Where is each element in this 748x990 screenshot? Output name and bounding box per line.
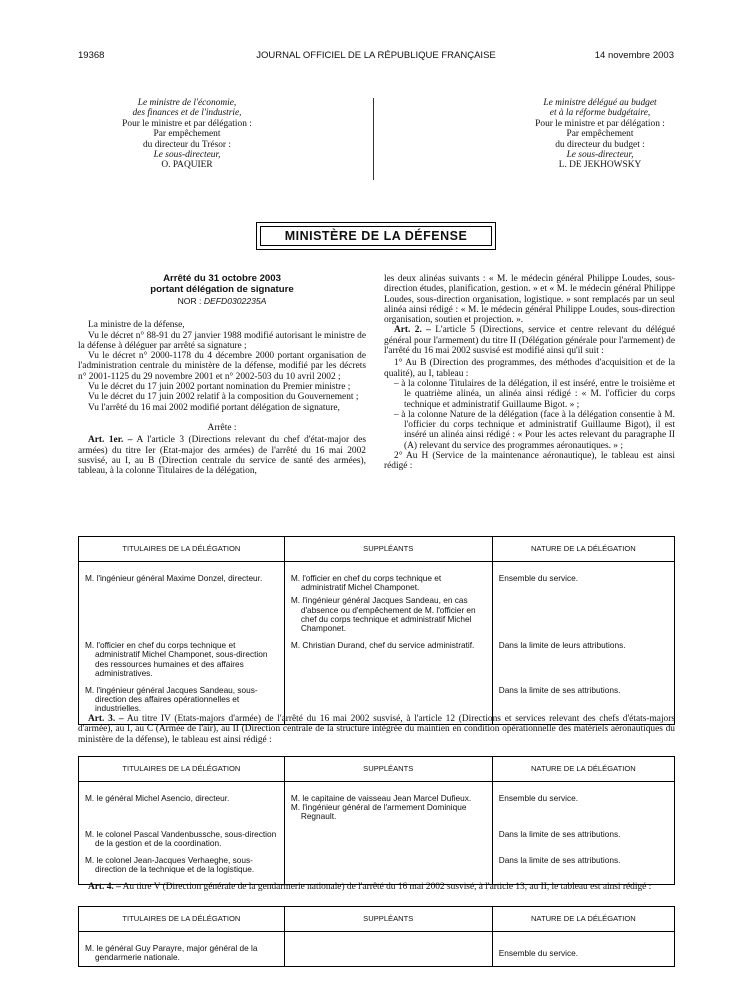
publication-date: 14 novembre 2003	[594, 50, 674, 61]
nature-cell: Dans la limite de ses attributions.	[498, 855, 621, 866]
holder-cell: M. le colonel Jean-Jacques Verhaeghe, sous-direction de la technique et de la logistique.	[85, 855, 255, 875]
signature-line: Pour le ministre et par délégation :	[122, 118, 252, 129]
nature-cell: Ensemble du service.	[498, 573, 579, 583]
delegation-table-1	[78, 536, 675, 725]
paragraph: La ministre de la défense,	[88, 320, 185, 331]
holder-cell: M. le général Guy Parayre, major général de la gendarmerie nationale.	[85, 943, 258, 963]
article-label: Art. 2. –	[394, 325, 431, 336]
signature-line: Le sous-directeur,	[566, 150, 634, 161]
delegation-table-2	[78, 756, 675, 885]
column-header: SUPPLÉANTS	[284, 537, 492, 562]
paragraph: 2° Au H (Service de la maintenance aéronautique), le tableau est ainsi rédigé :	[384, 451, 675, 472]
paragraph: Vu le décret n° 2000-1178 du 4 décembre 2000 portant organisation de l'administration centrale du ministère de la défense, modifié par les décrets n° 2001-1125 du 29 novembre 2001 et n° 2002-503 du 10 avril 2002 ;	[78, 351, 366, 382]
journal-title: JOURNAL OFFICIEL DE LA RÉPUBLIQUE FRANÇAISE	[256, 50, 496, 61]
signatory-name: O. PAQUIER	[161, 160, 213, 171]
page-header	[78, 50, 674, 64]
deputy-cell: M. Christian Durand, chef du service administratif.	[290, 640, 475, 651]
holder-cell: M. le colonel Pascal Vandenbussche, sous-direction de la gestion et de la coordination.	[85, 828, 277, 848]
article-label: Art. 1er. –	[88, 435, 133, 446]
deputy-cell: M. l'ingénieur général de l'armement Dominique Regnault.	[290, 802, 467, 822]
ministry-heading: MINISTÈRE DE LA DÉFENSE	[260, 226, 492, 246]
left-column	[78, 274, 366, 476]
article-3	[78, 714, 675, 745]
article-4	[78, 882, 675, 892]
paragraph: les deux alinéas suivants : « M. le médecin général Philippe Loudes, sous-direction études, planification, gestion. » et « M. le médecin général Philippe Loudes, sous-direction organisation, logistique. » sont remplacés par un seul alinéa ainsi rédigé : « M. le médecin général Philippe Loudes, sous-direction organisation, soutien et projection. ».	[384, 274, 675, 326]
column-header: TITULAIRES DE LA DÉLÉGATION	[79, 907, 285, 932]
decree-title	[78, 274, 366, 295]
signature-block-right	[480, 98, 720, 171]
table-row	[79, 932, 675, 967]
nor-label: NOR :	[177, 296, 202, 306]
nor-reference	[78, 296, 366, 306]
article-text: L'article 5 (Directions, service et centre relevant du délégué général pour l'armement) du titre II (Délégation générale pour l'armement) de l'arrêté du 16 mai 2002 susvisé est modifié ainsi qu'il suit :	[384, 325, 675, 357]
holder-cell: M. le général Michel Asencio, directeur.	[85, 793, 230, 803]
table-row	[79, 562, 675, 640]
paragraph: Vu l'arrêté du 16 mai 2002 modifié portant délégation de signature,	[88, 402, 340, 413]
nature-cell: Dans la limite de leurs attributions.	[498, 640, 626, 651]
signature-line: des finances et de l'industrie,	[132, 108, 242, 119]
signature-line: et à la réforme budgétaire,	[549, 108, 651, 119]
signature-line: Le ministre délégué au budget	[543, 98, 657, 108]
table-row	[79, 828, 675, 854]
signature-line: Le ministre de l'économie,	[137, 98, 237, 108]
list-item: – à la colonne Nature de la délégation (face à la délégation consentie à M. l'officier du corps technique et administratif Guillaume Bigot), il est inséré un alinéa ainsi rédigé : « Pour les actes relevant du paragraphe II (A) relevant du service des programmes aéronautiques. » ;	[394, 409, 675, 451]
page-number: 19368	[78, 50, 105, 61]
deputy-cell: M. l'ingénieur général Jacques Sandeau, en cas d'absence ou d'empêchement de M. l'officier en chef du corps technique et administratif Michel Champonet.	[290, 595, 476, 634]
column-header: SUPPLÉANTS	[284, 907, 492, 932]
column-header: NATURE DE LA DÉLÉGATION	[492, 537, 674, 562]
signature-line: Par empêchement	[566, 129, 634, 140]
column-header: NATURE DE LA DÉLÉGATION	[492, 907, 674, 932]
arrete-word: Arrête :	[207, 422, 237, 433]
signature-line: du directeur du budget :	[555, 139, 645, 150]
signature-block-left	[72, 98, 302, 171]
paragraph: 1° Au B (Direction des programmes, des méthodes d'acquisition et de la qualité), au I, tableau :	[384, 358, 675, 379]
signature-line: du directeur du Trésor :	[142, 139, 231, 150]
decree-title-line: portant délégation de signature	[150, 283, 294, 295]
paragraph: Vu le décret n° 88-91 du 27 janvier 1988 modifié autorisant le ministre de la défense à déléguer par arrêté sa signature ;	[78, 330, 366, 351]
signature-line: Par empêchement	[153, 129, 221, 140]
nature-cell: Ensemble du service.	[498, 793, 579, 803]
right-column	[384, 274, 675, 472]
ministry-heading-box	[256, 222, 496, 250]
decree-title-line: Arrêté du 31 octobre 2003	[163, 273, 281, 284]
holder-cell: M. l'officier en chef du corps technique et administratif Michel Champonet, sous-direction des ressources humaines et des affaires administratives.	[85, 640, 268, 678]
table-row	[79, 854, 675, 885]
article-text: Au titre V (Direction générale de la gendarmerie nationale) de l'arrêté du 16 mai 2002 susvisé, à l'article 13, au II, le tableau est ainsi rédigé :	[122, 882, 652, 892]
nature-cell: Ensemble du service.	[498, 948, 579, 958]
paragraph: Vu le décret du 17 juin 2002 relatif à la composition du Gouvernement ;	[88, 392, 359, 403]
signature-divider	[373, 98, 374, 180]
deputy-cell: M. le capitaine de vaisseau Jean Marcel Dufieux.	[290, 793, 472, 803]
nor-code: DEFD0302235A	[203, 296, 267, 306]
article-text: A l'article 3 (Directions relevant du chef d'état-major des armées) du titre Ier (Etat-major des armées) de l'arrêté du 16 mai 2002 susvisé, au I, au B (Direction centrale du service de santé des armées), tableau, à la colonne Titulaires de la délégation,	[78, 435, 367, 477]
column-header: NATURE DE LA DÉLÉGATION	[492, 757, 674, 782]
column-header: SUPPLÉANTS	[284, 757, 492, 782]
article-text: Au titre IV (Etats-majors d'armée) de l'arrêté du 16 mai 2002 susvisé, à l'article 12 (Directions et services relevant des chefs d'états-majors d'armée), au I, au C (Armée de l'air), au II (Direction centrale de la structure intégrée du maintien en condition opérationnelle des matériels aéronautiques du ministère de la défense), le tableau est ainsi rédigé :	[78, 714, 676, 745]
deputy-cell: M. l'officier en chef du corps technique et administratif Michel Champonet.	[290, 573, 442, 593]
list-item: – à la colonne Titulaires de la délégation, il est inséré, entre le troisième et le quatrième alinéa, un alinéa ainsi rédigé : « M. l'officier du corps technique et administratif Guillaume Bigot. » ;	[394, 378, 675, 410]
article-1	[78, 435, 366, 476]
delegation-table-3	[78, 906, 675, 967]
nature-cell: Dans la limite de ses attributions.	[498, 828, 621, 839]
article-2	[384, 325, 675, 356]
table-row	[79, 782, 675, 828]
column-header: TITULAIRES DE LA DÉLÉGATION	[79, 537, 285, 562]
table-row	[79, 639, 675, 684]
signature-line: Pour le ministre et par délégation :	[535, 118, 665, 129]
signatory-name: L. DE JEKHOWSKY	[558, 160, 642, 171]
article-label: Art. 4. –	[88, 882, 121, 892]
nature-cell: Dans la limite de ses attributions.	[498, 685, 621, 696]
column-header: TITULAIRES DE LA DÉLÉGATION	[79, 757, 285, 782]
paragraph: Vu le décret du 17 juin 2002 portant nomination du Premier ministre ;	[88, 382, 351, 393]
signature-line: Le sous-directeur,	[153, 150, 221, 161]
holder-cell: M. l'ingénieur général Maxime Donzel, directeur.	[85, 573, 263, 583]
holder-cell: M. l'ingénieur général Jacques Sandeau, sous-direction des affaires opérationnelles et industrielles.	[85, 685, 258, 714]
article-label: Art. 3. –	[88, 714, 124, 724]
